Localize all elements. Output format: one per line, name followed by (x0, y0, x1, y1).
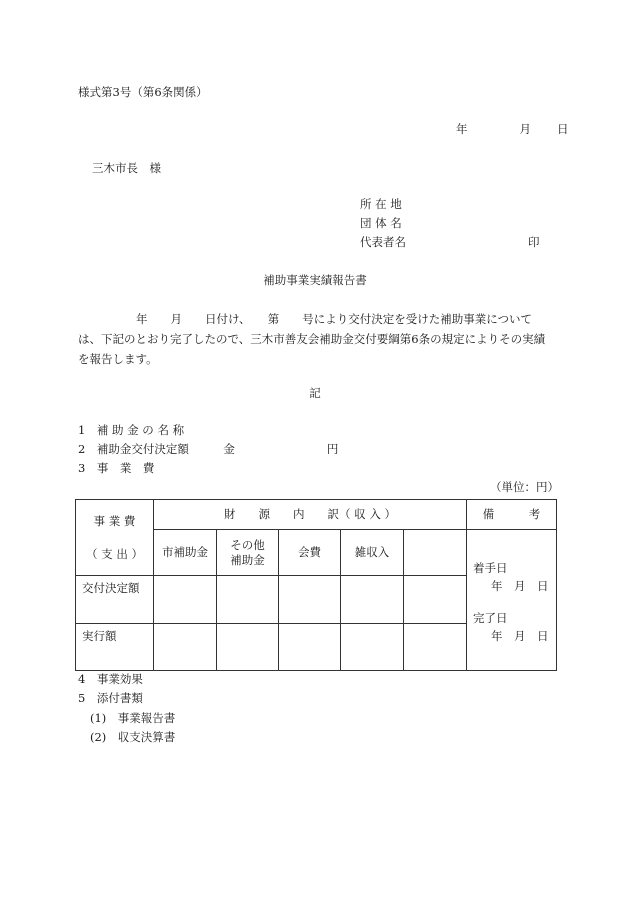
col-other-subsidy (217, 530, 279, 576)
cell-decision-fee[interactable] (279, 576, 341, 623)
col-other-line1: その他 (230, 537, 265, 552)
cell-actual-fee[interactable] (279, 623, 341, 670)
cell-actual-misc[interactable] (341, 623, 404, 670)
attachment-settlement: (2) 収支決算書 (90, 730, 176, 744)
header-remarks: 備 考 (467, 500, 557, 530)
header-expense (76, 500, 154, 576)
item-subsidy-name: 1 補 助 金 の 名 称 (78, 423, 185, 437)
unit-label: （単位：円） (490, 480, 559, 494)
document-title: 補助事業実績報告書 (263, 273, 367, 287)
cell-actual-blank[interactable] (404, 623, 467, 670)
body-paragraph (78, 309, 552, 369)
date-year: 年 (456, 122, 468, 136)
addressee: 三木市長 様 (92, 161, 161, 175)
attachment-project-report: (1) 事業報告書 (90, 711, 176, 725)
col-other-line2: 補助金 (230, 552, 265, 567)
item-subsidy-amount: 2 補助金交付決定額 金 円 (78, 442, 339, 456)
ki-heading: 記 (309, 386, 321, 400)
col-misc-income: 雑収入 (341, 530, 404, 576)
sender-address-label: 所 在 地 (360, 197, 402, 211)
cell-decision-other[interactable] (217, 576, 279, 623)
row-actual-label: 実行額 (76, 623, 154, 670)
sender-rep-label: 代表者名 (360, 235, 406, 249)
header-expense-line1: 事 業 費 (93, 513, 136, 528)
col-membership-fee: 会費 (279, 530, 341, 576)
header-expense-line2: （ 支 出 ） (86, 546, 143, 561)
date-line (456, 124, 569, 136)
form-number-label: 様式第3号（第6条関係） (78, 85, 208, 99)
cell-decision-blank[interactable] (404, 576, 467, 623)
remarks-cell (467, 530, 557, 671)
item-project-effect: 4 事業効果 (78, 672, 143, 686)
col-blank (404, 530, 467, 576)
cell-decision-misc[interactable] (341, 576, 404, 623)
end-date-label: 完了日 (473, 611, 508, 625)
end-date-value: 年 月 日 (491, 629, 549, 643)
expense-table (75, 499, 557, 671)
sender-org-label: 団 体 名 (360, 216, 402, 230)
start-date-value: 年 月 日 (491, 579, 549, 593)
start-date-label: 着手日 (473, 561, 508, 575)
col-city-subsidy: 市補助金 (154, 530, 217, 576)
cell-actual-other[interactable] (217, 623, 279, 670)
body-text: 年 月 日付け、 第 号により交付決定を受けた補助事業については、下記のとおり完了したので、三木市善友会補助金交付要綱第6条の規定によりその実績を報告します。 (78, 312, 546, 366)
row-decision-label: 交付決定額 (76, 576, 154, 623)
header-funding-sources: 財 源 内 訳（ 収 入 ） (154, 500, 467, 530)
date-month: 月 (519, 122, 531, 136)
item-attachments: 5 添付書類 (78, 691, 143, 705)
seal-mark: 印 (528, 235, 540, 249)
cell-decision-city[interactable] (154, 576, 217, 623)
cell-actual-city[interactable] (154, 623, 217, 670)
date-day: 日 (557, 122, 569, 136)
item-project-cost: 3 事 業 費 (78, 461, 155, 475)
